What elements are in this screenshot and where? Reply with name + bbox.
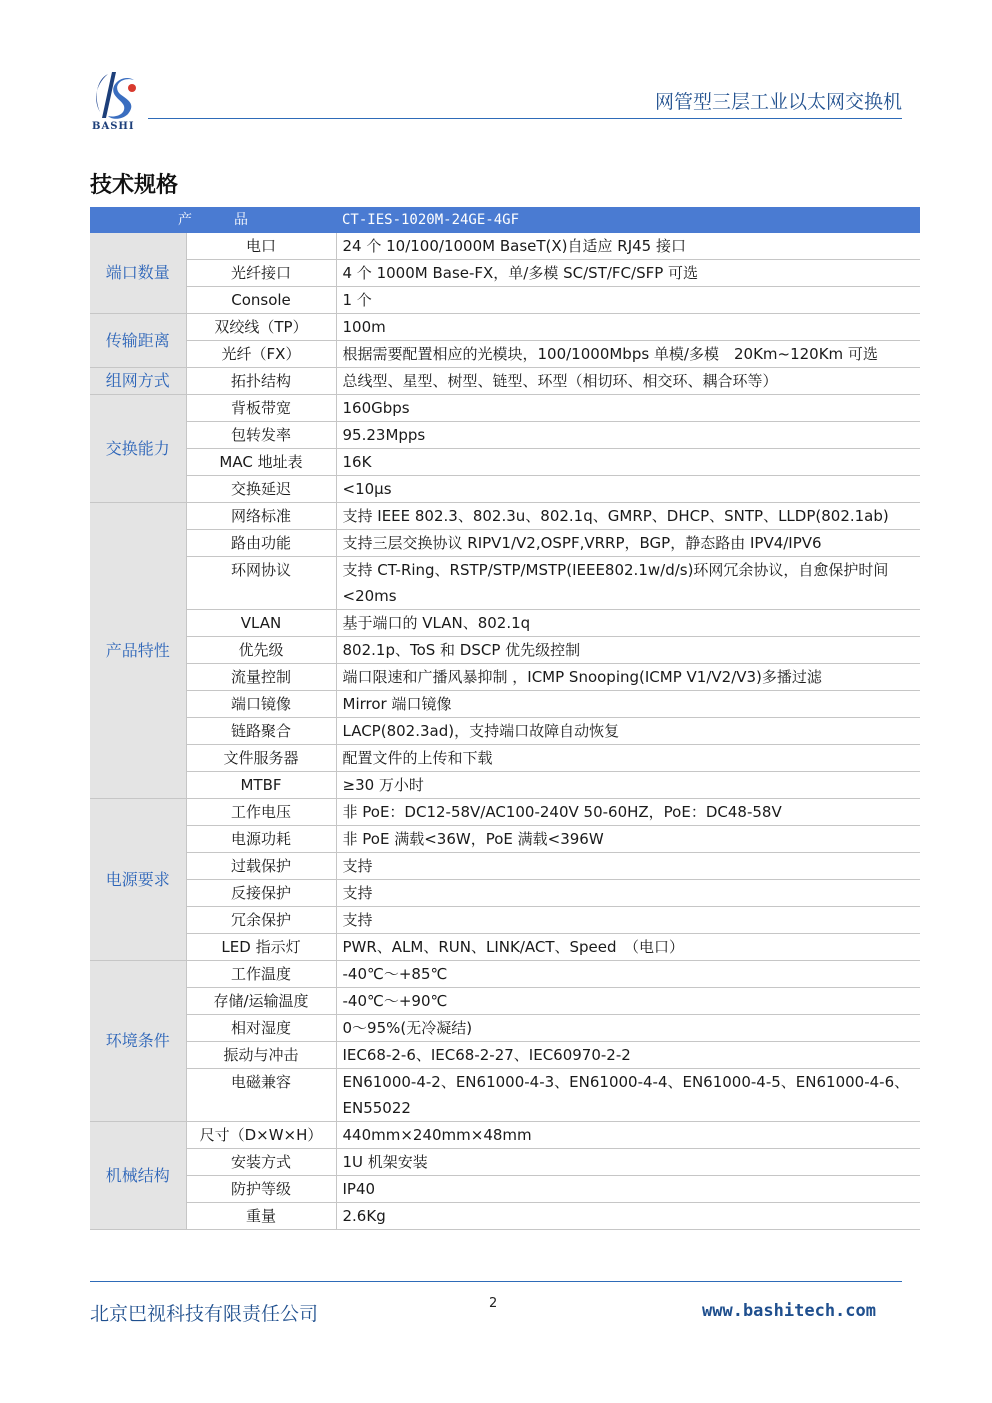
table-row	[90, 1015, 920, 1042]
item-cell: 电源功耗	[186, 826, 336, 853]
item-cell: VLAN	[186, 610, 336, 637]
category-cell: 端口数量	[90, 233, 186, 314]
item-cell: 过载保护	[186, 853, 336, 880]
table-row	[90, 476, 920, 503]
value-cell: 440mm×240mm×48mm	[336, 1122, 920, 1149]
value-cell: -40℃～+85℃	[336, 961, 920, 988]
category-cell: 产品特性	[90, 503, 186, 799]
value-cell: 支持	[336, 880, 920, 907]
table-row	[90, 1176, 920, 1203]
item-cell: 端口镜像	[186, 691, 336, 718]
spec-table	[90, 207, 920, 1230]
value-cell: 总线型、星型、树型、链型、环型（相切环、相交环、耦合环等）	[336, 368, 920, 395]
value-cell: -40℃～+90℃	[336, 988, 920, 1015]
footer-company: 北京巴视科技有限责任公司	[90, 1303, 319, 1325]
value-cell: Mirror 端口镜像	[336, 691, 920, 718]
item-cell: 环网协议	[186, 557, 336, 610]
table-row	[90, 745, 920, 772]
value-cell: <10μs	[336, 476, 920, 503]
item-cell: 反接保护	[186, 880, 336, 907]
item-cell: 电口	[186, 233, 336, 260]
value-cell: 端口限速和广播风暴抑制 ，ICMP Snooping(ICMP V1/V2/V3)多播过滤	[336, 664, 920, 691]
value-cell: 基于端口的 VLAN、802.1q	[336, 610, 920, 637]
table-row	[90, 260, 920, 287]
table-row	[90, 664, 920, 691]
item-cell: 包转发率	[186, 422, 336, 449]
value-cell: 4 个 1000M Base-FX，单/多模 SC/ST/FC/SFP 可选	[336, 260, 920, 287]
table-row	[90, 799, 920, 826]
item-cell: 冗余保护	[186, 907, 336, 934]
item-cell: 振动与冲击	[186, 1042, 336, 1069]
category-cell: 电源要求	[90, 799, 186, 961]
section-title: 技术规格	[90, 173, 179, 198]
value-cell: 根据需要配置相应的光模块，100/1000Mbps 单模/多模 20Km~120Km 可选	[336, 341, 920, 368]
item-cell: 尺寸（D×W×H）	[186, 1122, 336, 1149]
table-row	[90, 314, 920, 341]
item-cell: 拓扑结构	[186, 368, 336, 395]
item-cell: 双绞线（TP）	[186, 314, 336, 341]
table-row	[90, 287, 920, 314]
category-cell: 交换能力	[90, 395, 186, 503]
table-row	[90, 853, 920, 880]
table-row	[90, 961, 920, 988]
table-row	[90, 772, 920, 799]
value-cell: EN61000-4-2、EN61000-4-3、EN61000-4-4、EN61000-4-5、EN61000-4-6、EN55022	[336, 1069, 920, 1122]
value-cell: 16K	[336, 449, 920, 476]
item-cell: 安装方式	[186, 1149, 336, 1176]
item-cell: 路由功能	[186, 530, 336, 557]
table-row	[90, 988, 920, 1015]
table-row	[90, 1203, 920, 1230]
item-cell: 链路聚合	[186, 718, 336, 745]
value-cell: 支持三层交换协议 RIPV1/V2,OSPF,VRRP，BGP，静态路由 IPV4/IPV6	[336, 530, 920, 557]
item-cell: 防护等级	[186, 1176, 336, 1203]
value-cell: 0～95%(无冷凝结)	[336, 1015, 920, 1042]
item-cell: 优先级	[186, 637, 336, 664]
value-cell: 160Gbps	[336, 395, 920, 422]
table-row	[90, 341, 920, 368]
item-cell: 光纤（FX）	[186, 341, 336, 368]
category-cell: 环境条件	[90, 961, 186, 1122]
table-row	[90, 395, 920, 422]
item-cell: 文件服务器	[186, 745, 336, 772]
table-row	[90, 610, 920, 637]
value-cell: IEC68-2-6、IEC68-2-27、IEC60970-2-2	[336, 1042, 920, 1069]
item-cell: 工作电压	[186, 799, 336, 826]
item-cell: LED 指示灯	[186, 934, 336, 961]
item-cell: MTBF	[186, 772, 336, 799]
header-divider	[148, 118, 902, 119]
table-row	[90, 422, 920, 449]
table-row	[90, 368, 920, 395]
item-cell: 交换延迟	[186, 476, 336, 503]
document-title: 网管型三层工业以太网交换机	[654, 91, 902, 113]
value-cell: 24 个 10/100/1000M BaseT(X)自适应 RJ45 接口	[336, 233, 920, 260]
item-cell: 相对湿度	[186, 1015, 336, 1042]
table-row	[90, 1149, 920, 1176]
table-row	[90, 1122, 920, 1149]
table-row	[90, 449, 920, 476]
item-cell: 背板带宽	[186, 395, 336, 422]
value-cell: IP40	[336, 1176, 920, 1203]
value-cell: 1 个	[336, 287, 920, 314]
item-cell: 工作温度	[186, 961, 336, 988]
item-cell: MAC 地址表	[186, 449, 336, 476]
page-number: 2	[489, 1296, 498, 1311]
table-row	[90, 880, 920, 907]
value-cell: 非 PoE 满载<36W，PoE 满载<396W	[336, 826, 920, 853]
table-row	[90, 934, 920, 961]
item-cell: 电磁兼容	[186, 1069, 336, 1122]
value-cell: 配置文件的上传和下载	[336, 745, 920, 772]
item-cell: 重量	[186, 1203, 336, 1230]
value-cell: 支持 CT-Ring、RSTP/STP/MSTP(IEEE802.1w/d/s)环网冗余协议，自愈保护时间<20ms	[336, 557, 920, 610]
table-header-row	[90, 207, 920, 233]
table-row	[90, 691, 920, 718]
value-cell: 100m	[336, 314, 920, 341]
header-product-model: CT-IES-1020M-24GE-4GF	[336, 207, 920, 233]
table-row	[90, 233, 920, 260]
value-cell: 802.1p、ToS 和 DSCP 优先级控制	[336, 637, 920, 664]
item-cell: Console	[186, 287, 336, 314]
category-cell: 传输距离	[90, 314, 186, 368]
value-cell: 非 PoE：DC12-58V/AC100-240V 50-60HZ，PoE：DC48-58V	[336, 799, 920, 826]
header-product-label: 产 品	[90, 207, 336, 233]
table-row	[90, 826, 920, 853]
value-cell: 支持 IEEE 802.3、802.3u、802.1q、GMRP、DHCP、SNTP、LLDP(802.1ab)	[336, 503, 920, 530]
item-cell: 光纤接口	[186, 260, 336, 287]
table-row	[90, 637, 920, 664]
value-cell: PWR、ALM、RUN、LINK/ACT、Speed （电口）	[336, 934, 920, 961]
category-cell: 机械结构	[90, 1122, 186, 1230]
table-row	[90, 557, 920, 610]
footer-url[interactable]: www.bashitech.com	[702, 1301, 876, 1321]
table-row	[90, 1069, 920, 1122]
table-row	[90, 1042, 920, 1069]
item-cell: 网络标准	[186, 503, 336, 530]
footer-divider	[90, 1281, 902, 1282]
value-cell: 1U 机架安装	[336, 1149, 920, 1176]
table-row	[90, 718, 920, 745]
value-cell: 95.23Mpps	[336, 422, 920, 449]
value-cell: 支持	[336, 853, 920, 880]
value-cell: 支持	[336, 907, 920, 934]
table-row	[90, 503, 920, 530]
table-row	[90, 530, 920, 557]
item-cell: 存储/运输温度	[186, 988, 336, 1015]
value-cell: ≥30 万小时	[336, 772, 920, 799]
category-cell: 组网方式	[90, 368, 186, 395]
table-row	[90, 907, 920, 934]
value-cell: 2.6Kg	[336, 1203, 920, 1230]
logo-text: BASHI	[92, 121, 135, 132]
item-cell: 流量控制	[186, 664, 336, 691]
value-cell: LACP(802.3ad)，支持端口故障自动恢复	[336, 718, 920, 745]
